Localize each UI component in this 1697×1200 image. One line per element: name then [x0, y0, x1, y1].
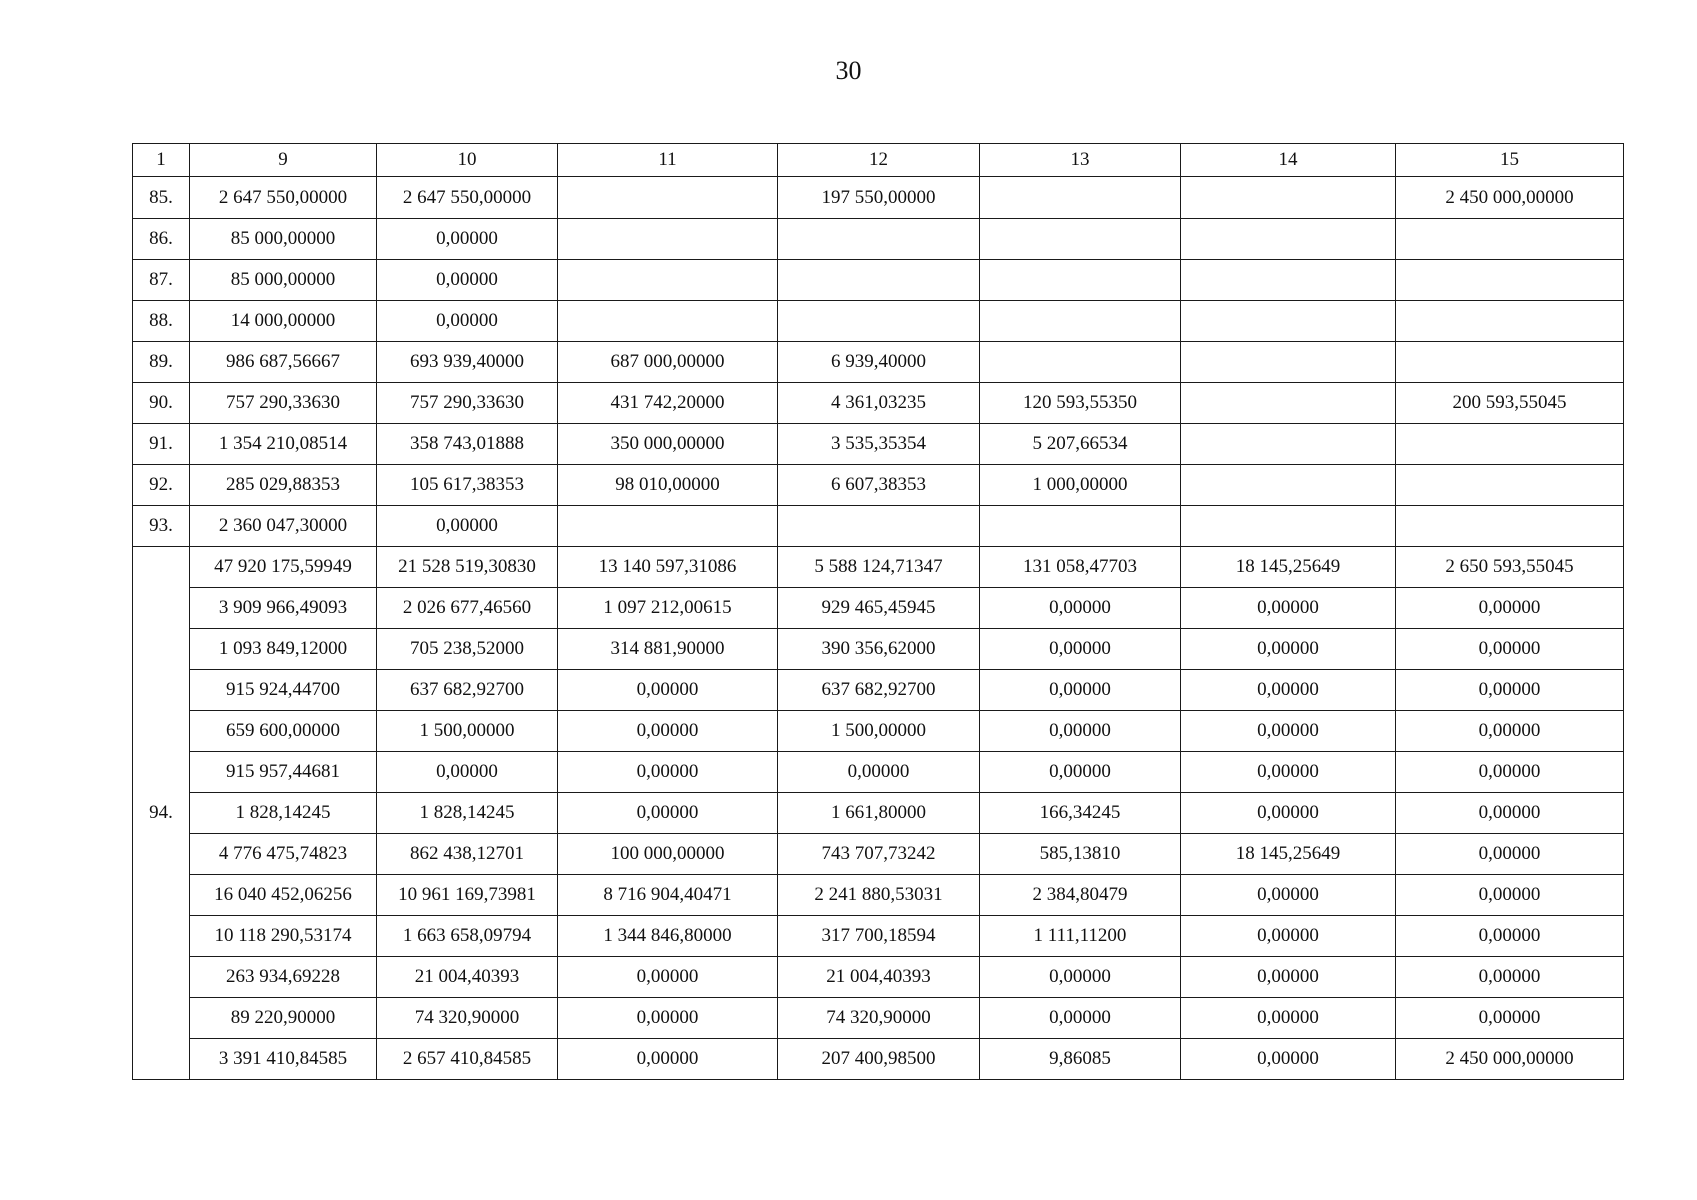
table-cell: 10 118 290,53174	[190, 916, 377, 957]
table-cell	[1396, 260, 1624, 301]
table-cell: 0,00000	[558, 711, 778, 752]
table-cell: 585,13810	[980, 834, 1181, 875]
table-cell: 0,00000	[980, 752, 1181, 793]
table-cell: 659 600,00000	[190, 711, 377, 752]
table-cell: 0,00000	[1181, 998, 1396, 1039]
table-cell: 0,00000	[1181, 875, 1396, 916]
table-row	[133, 301, 1624, 342]
table-cell: 0,00000	[1181, 916, 1396, 957]
page-number: 30	[835, 56, 862, 85]
table-cell	[558, 301, 778, 342]
table-cell: 0,00000	[1396, 875, 1624, 916]
row-number: 93.	[133, 506, 190, 547]
table-cell: 6 607,38353	[778, 465, 980, 506]
table-row	[133, 383, 1624, 424]
table-cell: 131 058,47703	[980, 547, 1181, 588]
table-row	[133, 875, 1624, 916]
table-cell: 6 939,40000	[778, 342, 980, 383]
table-cell	[1396, 506, 1624, 547]
table-row	[133, 424, 1624, 465]
table-row	[133, 506, 1624, 547]
table-cell: 1 500,00000	[778, 711, 980, 752]
table-cell: 0,00000	[778, 752, 980, 793]
table-cell: 16 040 452,06256	[190, 875, 377, 916]
table-cell: 1 111,11200	[980, 916, 1181, 957]
table-cell: 18 145,25649	[1181, 547, 1396, 588]
table-cell: 2 647 550,00000	[190, 177, 377, 219]
table-cell: 2 647 550,00000	[377, 177, 558, 219]
column-header: 1	[133, 144, 190, 177]
table-row	[133, 547, 1624, 588]
table-cell: 0,00000	[980, 998, 1181, 1039]
table-cell: 2 241 880,53031	[778, 875, 980, 916]
table-cell: 0,00000	[1396, 793, 1624, 834]
table-cell	[1396, 465, 1624, 506]
table-cell: 3 535,35354	[778, 424, 980, 465]
table-cell: 2 450 000,00000	[1396, 1039, 1624, 1080]
table-cell: 2 450 000,00000	[1396, 177, 1624, 219]
table-cell: 390 356,62000	[778, 629, 980, 670]
table-cell: 0,00000	[558, 957, 778, 998]
table-cell: 47 920 175,59949	[190, 547, 377, 588]
row-number: 90.	[133, 383, 190, 424]
table-row	[133, 342, 1624, 383]
table-cell: 1 000,00000	[980, 465, 1181, 506]
table-cell: 915 957,44681	[190, 752, 377, 793]
table-cell: 0,00000	[1396, 834, 1624, 875]
table-cell: 0,00000	[558, 752, 778, 793]
table-row	[133, 711, 1624, 752]
table-cell: 0,00000	[1396, 916, 1624, 957]
table-cell: 2 657 410,84585	[377, 1039, 558, 1080]
table-row	[133, 834, 1624, 875]
table-cell: 1 093 849,12000	[190, 629, 377, 670]
table-row	[133, 916, 1624, 957]
table-cell: 0,00000	[980, 588, 1181, 629]
table-cell: 637 682,92700	[778, 670, 980, 711]
table-cell: 21 004,40393	[778, 957, 980, 998]
table-cell: 0,00000	[377, 301, 558, 342]
table-cell: 915 924,44700	[190, 670, 377, 711]
table-cell	[1181, 177, 1396, 219]
table-cell: 1 661,80000	[778, 793, 980, 834]
table-cell	[778, 219, 980, 260]
table-cell: 314 881,90000	[558, 629, 778, 670]
table-cell: 0,00000	[558, 793, 778, 834]
table-cell: 687 000,00000	[558, 342, 778, 383]
table-cell: 0,00000	[980, 957, 1181, 998]
table-cell	[1181, 219, 1396, 260]
table-cell: 0,00000	[558, 670, 778, 711]
table-cell	[558, 260, 778, 301]
table-cell: 100 000,00000	[558, 834, 778, 875]
table-cell: 0,00000	[980, 711, 1181, 752]
row-number: 89.	[133, 342, 190, 383]
table-cell: 358 743,01888	[377, 424, 558, 465]
table-cell: 0,00000	[1181, 588, 1396, 629]
table-cell: 2 360 047,30000	[190, 506, 377, 547]
table-cell	[1181, 260, 1396, 301]
column-header: 13	[980, 144, 1181, 177]
column-header: 10	[377, 144, 558, 177]
table-cell: 0,00000	[980, 670, 1181, 711]
table-cell: 0,00000	[1181, 1039, 1396, 1080]
table-cell: 85 000,00000	[190, 219, 377, 260]
table-cell: 705 238,52000	[377, 629, 558, 670]
table-row	[133, 793, 1624, 834]
table-cell: 3 909 966,49093	[190, 588, 377, 629]
table-row	[133, 670, 1624, 711]
table-cell: 98 010,00000	[558, 465, 778, 506]
table-cell: 0,00000	[377, 506, 558, 547]
table-cell: 1 663 658,09794	[377, 916, 558, 957]
table-cell: 89 220,90000	[190, 998, 377, 1039]
table-cell: 743 707,73242	[778, 834, 980, 875]
table-cell: 0,00000	[558, 998, 778, 1039]
table-cell: 8 716 904,40471	[558, 875, 778, 916]
table-cell	[1181, 424, 1396, 465]
table-cell: 0,00000	[980, 629, 1181, 670]
table-cell: 197 550,00000	[778, 177, 980, 219]
table-cell: 105 617,38353	[377, 465, 558, 506]
column-header: 11	[558, 144, 778, 177]
table-cell: 0,00000	[1181, 711, 1396, 752]
table-cell: 21 004,40393	[377, 957, 558, 998]
row-number: 85.	[133, 177, 190, 219]
table-cell	[1181, 465, 1396, 506]
table-cell: 317 700,18594	[778, 916, 980, 957]
row-number: 94.	[133, 547, 190, 1080]
table-row	[133, 177, 1624, 219]
table-cell: 757 290,33630	[190, 383, 377, 424]
table-cell: 986 687,56667	[190, 342, 377, 383]
table-cell: 74 320,90000	[377, 998, 558, 1039]
table-cell	[1396, 301, 1624, 342]
table-cell: 0,00000	[377, 219, 558, 260]
table-row	[133, 752, 1624, 793]
table-cell: 1 097 212,00615	[558, 588, 778, 629]
table-row	[133, 629, 1624, 670]
table-cell	[778, 506, 980, 547]
table-cell: 0,00000	[1181, 670, 1396, 711]
column-header: 9	[190, 144, 377, 177]
table-cell: 0,00000	[1181, 752, 1396, 793]
table-cell: 2 026 677,46560	[377, 588, 558, 629]
table-cell: 0,00000	[1396, 629, 1624, 670]
table-cell: 207 400,98500	[778, 1039, 980, 1080]
table-row	[133, 465, 1624, 506]
table-cell: 1 828,14245	[377, 793, 558, 834]
table-cell	[980, 177, 1181, 219]
table-cell: 0,00000	[1396, 670, 1624, 711]
table-cell: 0,00000	[1181, 957, 1396, 998]
table-cell	[980, 506, 1181, 547]
table-cell: 1 500,00000	[377, 711, 558, 752]
table-cell: 1 828,14245	[190, 793, 377, 834]
column-header: 15	[1396, 144, 1624, 177]
row-number: 86.	[133, 219, 190, 260]
table-cell	[980, 301, 1181, 342]
table-cell: 166,34245	[980, 793, 1181, 834]
table-cell	[778, 260, 980, 301]
row-number: 87.	[133, 260, 190, 301]
table-cell	[1181, 383, 1396, 424]
table-cell: 5 588 124,71347	[778, 547, 980, 588]
table-cell: 4 361,03235	[778, 383, 980, 424]
table-cell: 21 528 519,30830	[377, 547, 558, 588]
table-cell: 1 344 846,80000	[558, 916, 778, 957]
table-cell: 929 465,45945	[778, 588, 980, 629]
table-cell: 862 438,12701	[377, 834, 558, 875]
table-cell	[1181, 342, 1396, 383]
table-row	[133, 219, 1624, 260]
table-cell: 637 682,92700	[377, 670, 558, 711]
table-cell: 693 939,40000	[377, 342, 558, 383]
header-row	[133, 144, 1624, 177]
table-cell: 9,86085	[980, 1039, 1181, 1080]
table-cell: 0,00000	[558, 1039, 778, 1080]
table-cell: 5 207,66534	[980, 424, 1181, 465]
table-cell: 3 391 410,84585	[190, 1039, 377, 1080]
table-cell: 0,00000	[377, 752, 558, 793]
table-cell	[558, 506, 778, 547]
table-cell	[1181, 301, 1396, 342]
table-cell: 2 650 593,55045	[1396, 547, 1624, 588]
table-cell	[1181, 506, 1396, 547]
table-cell: 2 384,80479	[980, 875, 1181, 916]
table-cell	[1396, 219, 1624, 260]
table-cell: 18 145,25649	[1181, 834, 1396, 875]
table-cell	[980, 260, 1181, 301]
column-header: 12	[778, 144, 980, 177]
table-cell: 285 029,88353	[190, 465, 377, 506]
table-cell: 350 000,00000	[558, 424, 778, 465]
table-cell: 0,00000	[1396, 957, 1624, 998]
column-header: 14	[1181, 144, 1396, 177]
table-cell: 10 961 169,73981	[377, 875, 558, 916]
table-row	[133, 588, 1624, 629]
table-cell	[980, 342, 1181, 383]
table-cell: 200 593,55045	[1396, 383, 1624, 424]
table-cell: 0,00000	[1181, 629, 1396, 670]
table-row	[133, 998, 1624, 1039]
table-cell: 757 290,33630	[377, 383, 558, 424]
table-cell	[558, 219, 778, 260]
table-cell: 0,00000	[1181, 793, 1396, 834]
row-number: 91.	[133, 424, 190, 465]
table-cell	[558, 177, 778, 219]
table-cell	[778, 301, 980, 342]
row-number: 88.	[133, 301, 190, 342]
table-cell: 14 000,00000	[190, 301, 377, 342]
row-number: 92.	[133, 465, 190, 506]
table-cell: 85 000,00000	[190, 260, 377, 301]
table-cell	[1396, 342, 1624, 383]
table-cell: 1 354 210,08514	[190, 424, 377, 465]
table-cell: 431 742,20000	[558, 383, 778, 424]
table-row	[133, 260, 1624, 301]
table-cell: 0,00000	[1396, 752, 1624, 793]
table-cell	[980, 219, 1181, 260]
table-cell: 4 776 475,74823	[190, 834, 377, 875]
table-cell: 0,00000	[377, 260, 558, 301]
table-cell: 74 320,90000	[778, 998, 980, 1039]
table-cell: 0,00000	[1396, 998, 1624, 1039]
table-cell: 263 934,69228	[190, 957, 377, 998]
table-cell: 120 593,55350	[980, 383, 1181, 424]
table-row	[133, 1039, 1624, 1080]
data-table	[132, 143, 1624, 1080]
table-cell: 13 140 597,31086	[558, 547, 778, 588]
table-cell: 0,00000	[1396, 588, 1624, 629]
table-cell	[1396, 424, 1624, 465]
table-row	[133, 957, 1624, 998]
table-cell: 0,00000	[1396, 711, 1624, 752]
